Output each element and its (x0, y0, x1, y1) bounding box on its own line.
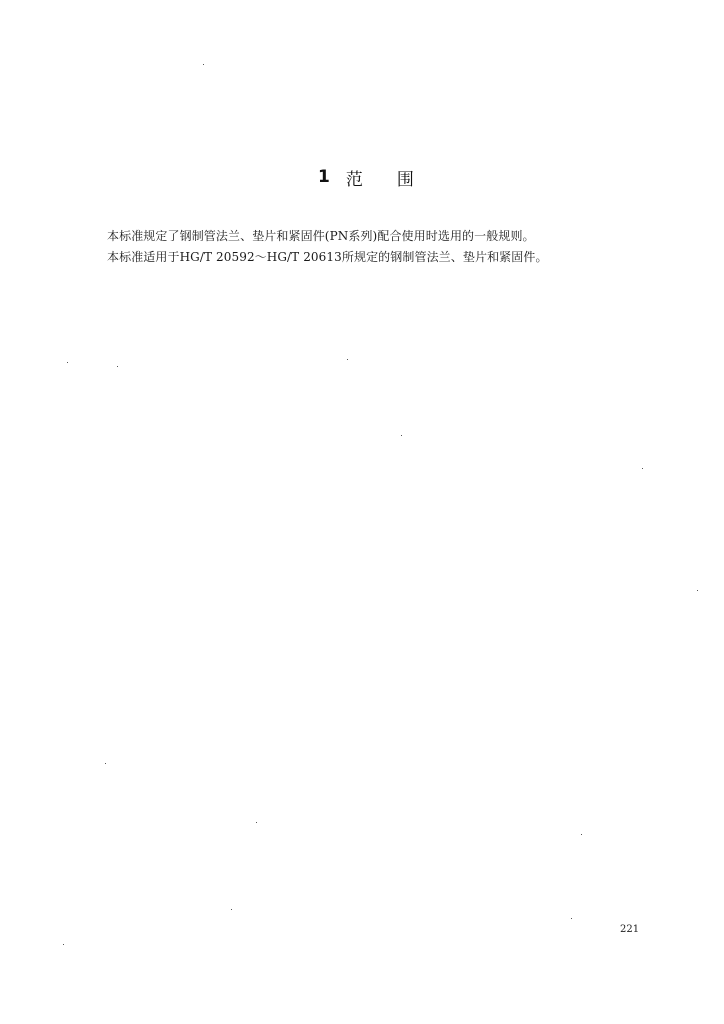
scan-speck (231, 909, 232, 910)
section-title-char-1: 范 (345, 169, 363, 190)
paragraph: 本标准规定了钢制管法兰、垫片和紧固件(PN系列)配合使用时选用的一般规则。 (107, 229, 535, 243)
scan-speck (63, 944, 64, 945)
scan-speck (347, 359, 348, 360)
scan-speck (256, 822, 257, 823)
page-number: 221 (620, 924, 640, 935)
scan-speck (581, 834, 582, 835)
scan-speck (697, 590, 698, 591)
scan-speck (105, 763, 106, 764)
scan-speck (642, 468, 643, 469)
section-heading (318, 164, 414, 190)
section-number: 1 (318, 167, 330, 187)
scan-speck (117, 366, 118, 367)
section-title-char-2: 围 (396, 169, 414, 190)
scan-speck (67, 362, 68, 363)
scan-speck (401, 435, 402, 436)
scan-speck (571, 918, 572, 919)
scan-speck (203, 64, 204, 65)
section-body (107, 226, 707, 268)
paragraph: 本标准适用于HG/T 20592～HG/T 20613所规定的钢制管法兰、垫片和紧固件。 (107, 250, 548, 264)
